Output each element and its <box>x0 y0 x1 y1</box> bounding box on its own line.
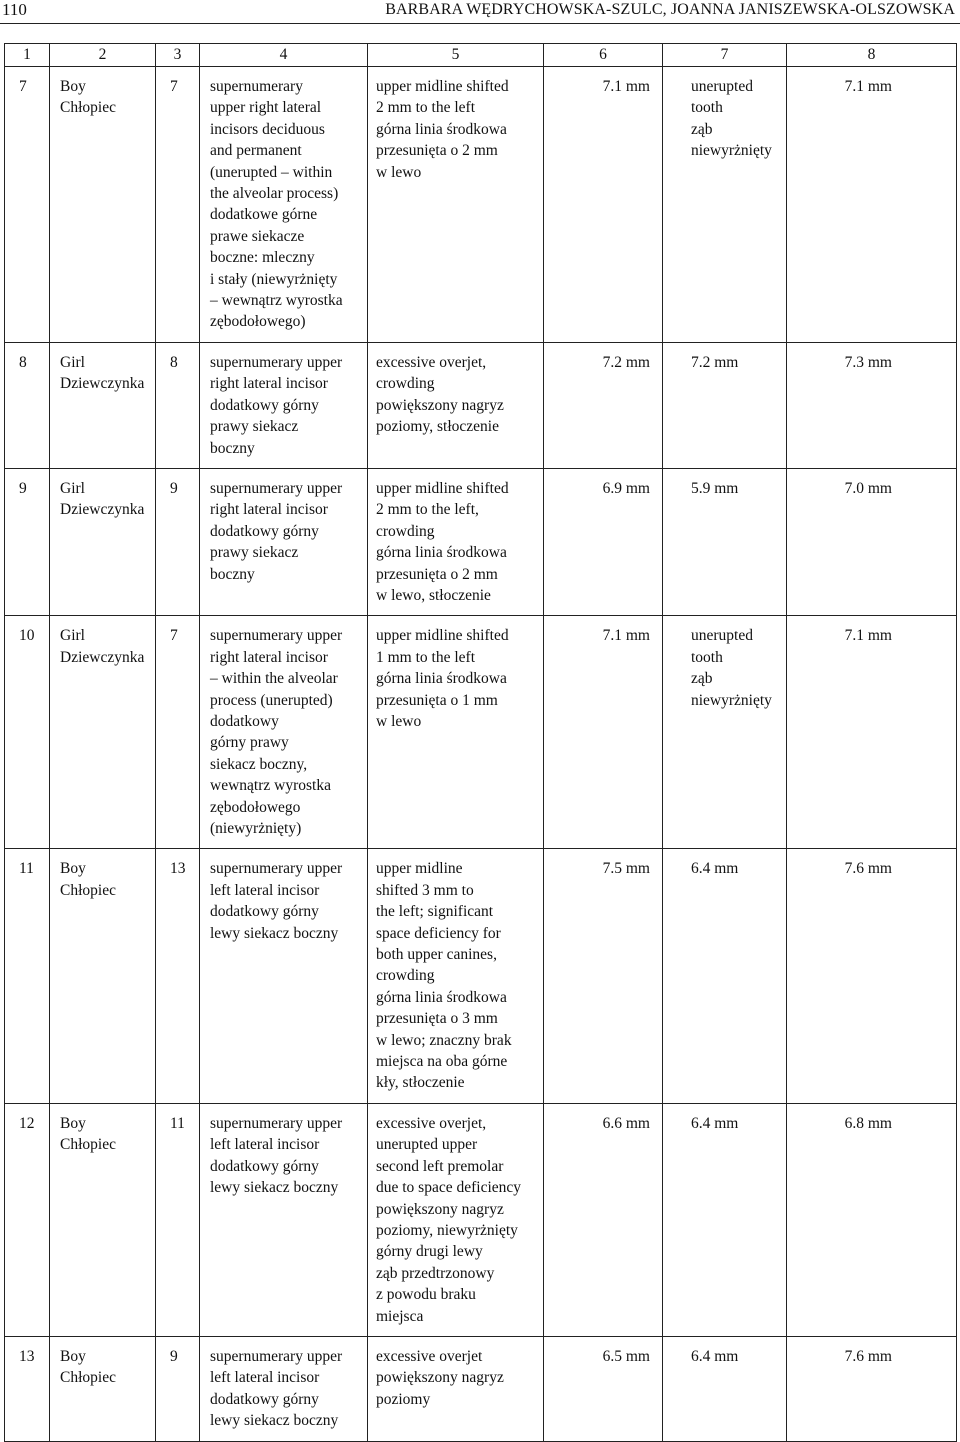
column-number: 8 <box>787 44 957 67</box>
column-number: 5 <box>368 44 544 67</box>
patient-sex: Boy Chłopiec <box>50 849 156 1103</box>
supernumerary-tooth: supernumerary upper right lateral incisor dodatkowy górny prawy siekacz boczny <box>200 468 368 615</box>
patient-age: 7 <box>156 67 200 343</box>
measurement-col8: 7.0 mm <box>787 468 957 615</box>
supernumerary-tooth: supernumerary upper left lateral incisor dodatkowy górny lewy siekacz boczny <box>200 849 368 1103</box>
patient-sex: Girl Dziewczynka <box>50 468 156 615</box>
measurement-col8: 7.3 mm <box>787 342 957 468</box>
supernumerary-tooth: supernumerary upper right lateral incisor – within the alveolar process (unerupted) dodatkowy górny prawy siekacz boczny, wewnątrz wyrostka zębodołowego (niewyrżnięty) <box>200 616 368 849</box>
table-row <box>5 468 957 615</box>
column-number: 4 <box>200 44 368 67</box>
measurement-col6: 7.1 mm <box>544 616 663 849</box>
measurement-col7: unerupted tooth ząb niewyrżnięty <box>663 67 787 343</box>
running-head: BARBARA WĘDRYCHOWSKA-SZULC, JOANNA JANISZEWSKA-OLSZOWSKA <box>385 1 955 18</box>
measurement-col6: 6.6 mm <box>544 1103 663 1336</box>
measurement-col8: 7.6 mm <box>787 1336 957 1441</box>
table-row <box>5 1103 957 1336</box>
patient-sex: Boy Chłopiec <box>50 67 156 343</box>
occlusion-findings: upper midline shifted 2 mm to the left, crowding górna linia środkowa przesunięta o 2 mm w lewo, stłoczenie <box>368 468 544 615</box>
supernumerary-tooth: supernumerary upper right lateral incisor dodatkowy górny prawy siekacz boczny <box>200 342 368 468</box>
column-number: 7 <box>663 44 787 67</box>
measurement-col7: 6.4 mm <box>663 1336 787 1441</box>
case-number: 8 <box>5 342 50 468</box>
patient-age: 11 <box>156 1103 200 1336</box>
measurement-col8: 6.8 mm <box>787 1103 957 1336</box>
column-number: 2 <box>50 44 156 67</box>
patient-age: 9 <box>156 468 200 615</box>
table-row <box>5 342 957 468</box>
measurement-col8: 7.1 mm <box>787 616 957 849</box>
occlusion-findings: upper midline shifted 3 mm to the left; significant space deficiency for both upper canines, crowding górna linia środkowa przesunięta o 3 mm w lewo; znaczny brak miejsca na oba górne kły, stłoczenie <box>368 849 544 1103</box>
occlusion-findings: excessive overjet powiększony nagryz poziomy <box>368 1336 544 1441</box>
column-number: 1 <box>5 44 50 67</box>
measurement-col7: 5.9 mm <box>663 468 787 615</box>
data-table <box>4 43 957 1442</box>
case-number: 9 <box>5 468 50 615</box>
patient-age: 7 <box>156 616 200 849</box>
measurement-col6: 7.2 mm <box>544 342 663 468</box>
supernumerary-tooth: supernumerary upper left lateral incisor dodatkowy górny lewy siekacz boczny <box>200 1103 368 1336</box>
measurement-col8: 7.1 mm <box>787 67 957 343</box>
measurement-col7: 6.4 mm <box>663 1103 787 1336</box>
measurement-col6: 6.9 mm <box>544 468 663 615</box>
patient-sex: Boy Chłopiec <box>50 1336 156 1441</box>
case-number: 11 <box>5 849 50 1103</box>
patient-age: 9 <box>156 1336 200 1441</box>
measurement-col8: 7.6 mm <box>787 849 957 1103</box>
column-number-row <box>5 44 957 67</box>
table-row <box>5 1336 957 1441</box>
header-rule <box>0 23 960 24</box>
occlusion-findings: upper midline shifted 2 mm to the left górna linia środkowa przesunięta o 2 mm w lewo <box>368 67 544 343</box>
supernumerary-tooth: supernumerary upper left lateral incisor dodatkowy górny lewy siekacz boczny <box>200 1336 368 1441</box>
measurement-col7: unerupted tooth ząb niewyrżnięty <box>663 616 787 849</box>
measurement-col6: 7.5 mm <box>544 849 663 1103</box>
measurement-col6: 6.5 mm <box>544 1336 663 1441</box>
occlusion-findings: excessive overjet, crowding powiększony nagryz poziomy, stłoczenie <box>368 342 544 468</box>
occlusion-findings: excessive overjet, unerupted upper second left premolar due to space deficiency powiększony nagryz poziomy, niewyrżnięty górny drugi lewy ząb przedtrzonowy z powodu braku miejsca <box>368 1103 544 1336</box>
case-number: 12 <box>5 1103 50 1336</box>
measurement-col7: 7.2 mm <box>663 342 787 468</box>
measurement-col7: 6.4 mm <box>663 849 787 1103</box>
case-number: 7 <box>5 67 50 343</box>
patient-age: 8 <box>156 342 200 468</box>
table-row <box>5 616 957 849</box>
case-number: 13 <box>5 1336 50 1441</box>
measurement-col6: 7.1 mm <box>544 67 663 343</box>
table-row <box>5 849 957 1103</box>
page-number: 110 <box>2 0 27 19</box>
patient-age: 13 <box>156 849 200 1103</box>
case-number: 10 <box>5 616 50 849</box>
patient-sex: Girl Dziewczynka <box>50 616 156 849</box>
patient-sex: Girl Dziewczynka <box>50 342 156 468</box>
column-number: 3 <box>156 44 200 67</box>
patient-sex: Boy Chłopiec <box>50 1103 156 1336</box>
supernumerary-tooth: supernumerary upper right lateral incisors deciduous and permanent (unerupted – within the alveolar process) dodatkowe górne prawe siekacze boczne: mleczny i stały (niewyrżnięty – wewnątrz wyrostka zębodołowego) <box>200 67 368 343</box>
page-header <box>0 0 960 24</box>
occlusion-findings: upper midline shifted 1 mm to the left górna linia środkowa przesunięta o 1 mm w lewo <box>368 616 544 849</box>
column-number: 6 <box>544 44 663 67</box>
table-row <box>5 67 957 343</box>
